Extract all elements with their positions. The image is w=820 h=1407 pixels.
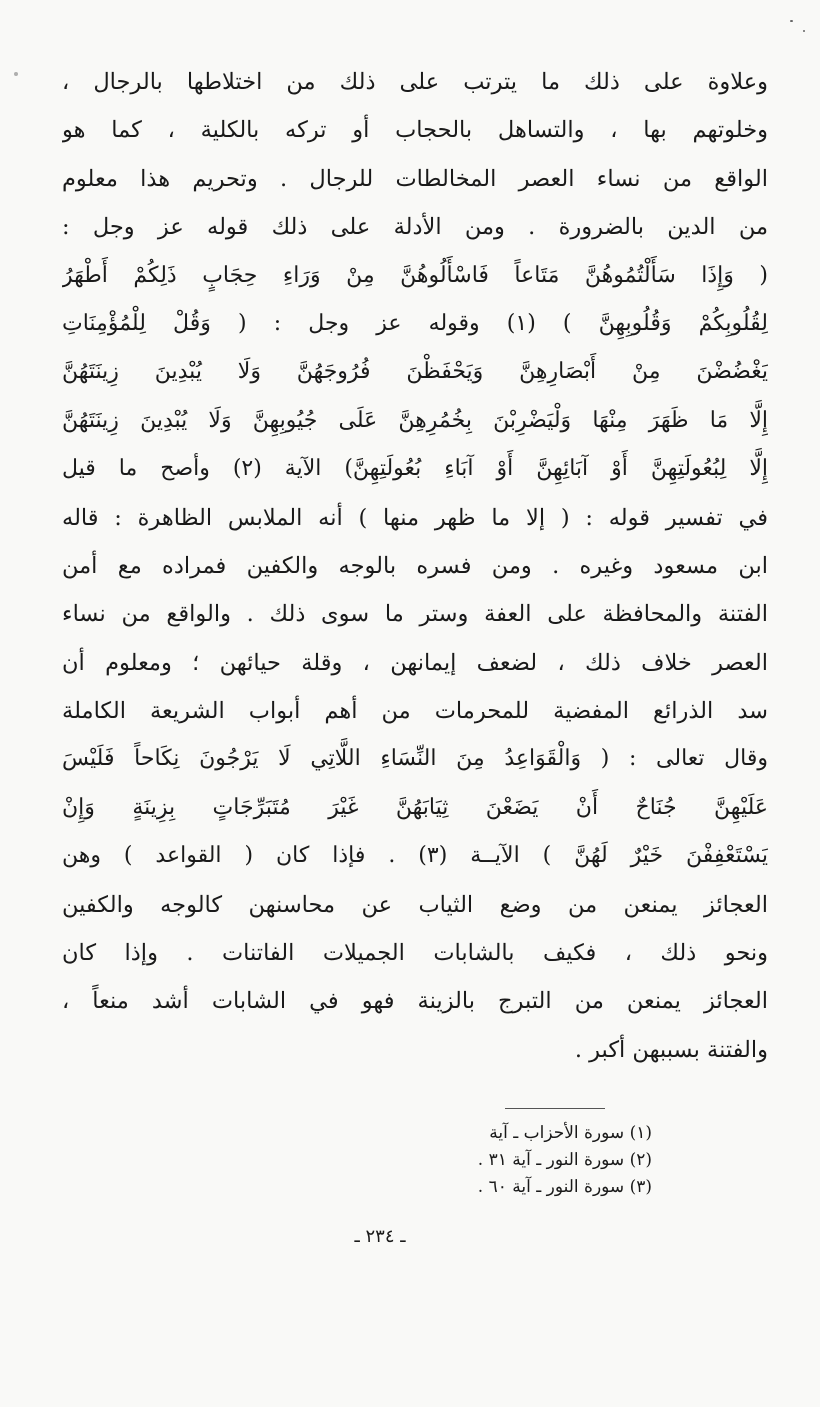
text-line: العصر خلاف ذلك ، لضعف إيمانهن ، وقلة حيائهن ؛ ومعلوم أن [62, 649, 768, 676]
text-line: الواقع من نساء العصر المخالطات للرجال . وتحريم هذا معلوم [62, 165, 768, 192]
footnote-separator [505, 1108, 605, 1109]
text-line: العجائز يمنعن من وضع الثياب عن محاسنهن كالوجه والكفين [62, 891, 768, 918]
text-line: من الدين بالضرورة . ومن الأدلة على ذلك قوله عز وجل : [62, 214, 768, 241]
text-line: وخلوتهم بها ، والتساهل بالحجاب أو تركه بالكلية ، كما هو [62, 117, 768, 144]
text-line: الفتنة والمحافظة على العفة وستر ما سوى ذلك . والواقع من نساء [62, 601, 768, 628]
quran-quote-line: ( وَإِذَا سَأَلْتُمُوهُنَّ مَتَاعاً فَاسْأَلُوهُنَّ مِنْ وَرَاءِ حِجَابٍ ذَلِكُمْ أَطْهَرُ [62, 262, 768, 288]
footnote-item: (٣) سورة النور ـ آية ٦٠ . [477, 1177, 652, 1197]
quran-quote-line: وقال تعالى : ( وَالْقَوَاعِدُ مِنَ النِّسَاءِ اللَّاتِي لَا يَرْجُونَ نِكَاحاً فَلَيْسَ [62, 746, 768, 772]
text-line: العجائز يمنعن من التبرج بالزينة فهو في الشابات أشد منعاً ، [62, 988, 768, 1015]
footnotes [322, 1120, 652, 1201]
text-line: سد الذرائع المفضية للمحرمات من أهم أبواب الشريعة الكاملة [62, 698, 768, 725]
quran-quote-line: إِلَّا لِبُعُولَتِهِنَّ أَوْ آبَائِهِنَّ أَوْ آبَاءِ بُعُولَتِهِنَّ) الآية (٢) وأصح ما قيل [62, 456, 768, 482]
scan-speck [790, 20, 793, 22]
text-line: ابن مسعود وغيره . ومن فسره بالوجه والكفين فمراده مع أمن [62, 552, 768, 579]
text-line: والفتنة بسببهن أكبر . [574, 1036, 768, 1063]
quran-quote-line: عَلَيْهِنَّ جُنَاحٌ أَنْ يَضَعْنَ ثِيَابَهُنَّ غَيْرَ مُتَبَرِّجَاتٍ بِزِينَةٍ وَإِنْ [62, 794, 768, 820]
scan-speck [14, 72, 18, 76]
scan-speck [803, 30, 805, 32]
text-line: في تفسير قوله : ( إلا ما ظهر منها ) أنه الملابس الظاهرة : قاله [62, 504, 768, 531]
text-line: ونحو ذلك ، فكيف بالشابات الجميلات الفاتنات . وإذا كان [62, 940, 768, 967]
main-text-block [62, 58, 768, 1074]
quran-quote-line: لِقُلُوبِكُمْ وَقُلُوبِهِنَّ ) (١) وقوله عز وجل : ( وَقُلْ لِلْمُؤْمِنَاتِ [62, 310, 768, 336]
footnote-item: (٢) سورة النور ـ آية ٣١ . [477, 1150, 652, 1170]
quran-quote-line: يَغْضُضْنَ مِنْ أَبْصَارِهِنَّ وَيَحْفَظْنَ فُرُوجَهُنَّ وَلَا يُبْدِينَ زِينَتَهُنَّ [62, 359, 768, 385]
quran-quote-line: إِلَّا مَا ظَهَرَ مِنْهَا وَلْيَضْرِبْنَ بِخُمُرِهِنَّ عَلَى جُيُوبِهِنَّ وَلَا يُبْدِينَ زِينَتَهُنَّ [62, 407, 768, 433]
quran-quote-line: يَسْتَعْفِفْنَ خَيْرٌ لَهُنَّ ) الآيــة (٣) . فإذا كان ( القواعد ) وهن [62, 843, 768, 869]
page-number: ـ ٢٣٤ ـ [354, 1226, 406, 1247]
footnote-item: (١) سورة الأحزاب ـ آية [489, 1123, 652, 1143]
text-line: وعلاوة على ذلك ما يترتب على ذلك من اختلاطها بالرجال ، [62, 69, 768, 95]
